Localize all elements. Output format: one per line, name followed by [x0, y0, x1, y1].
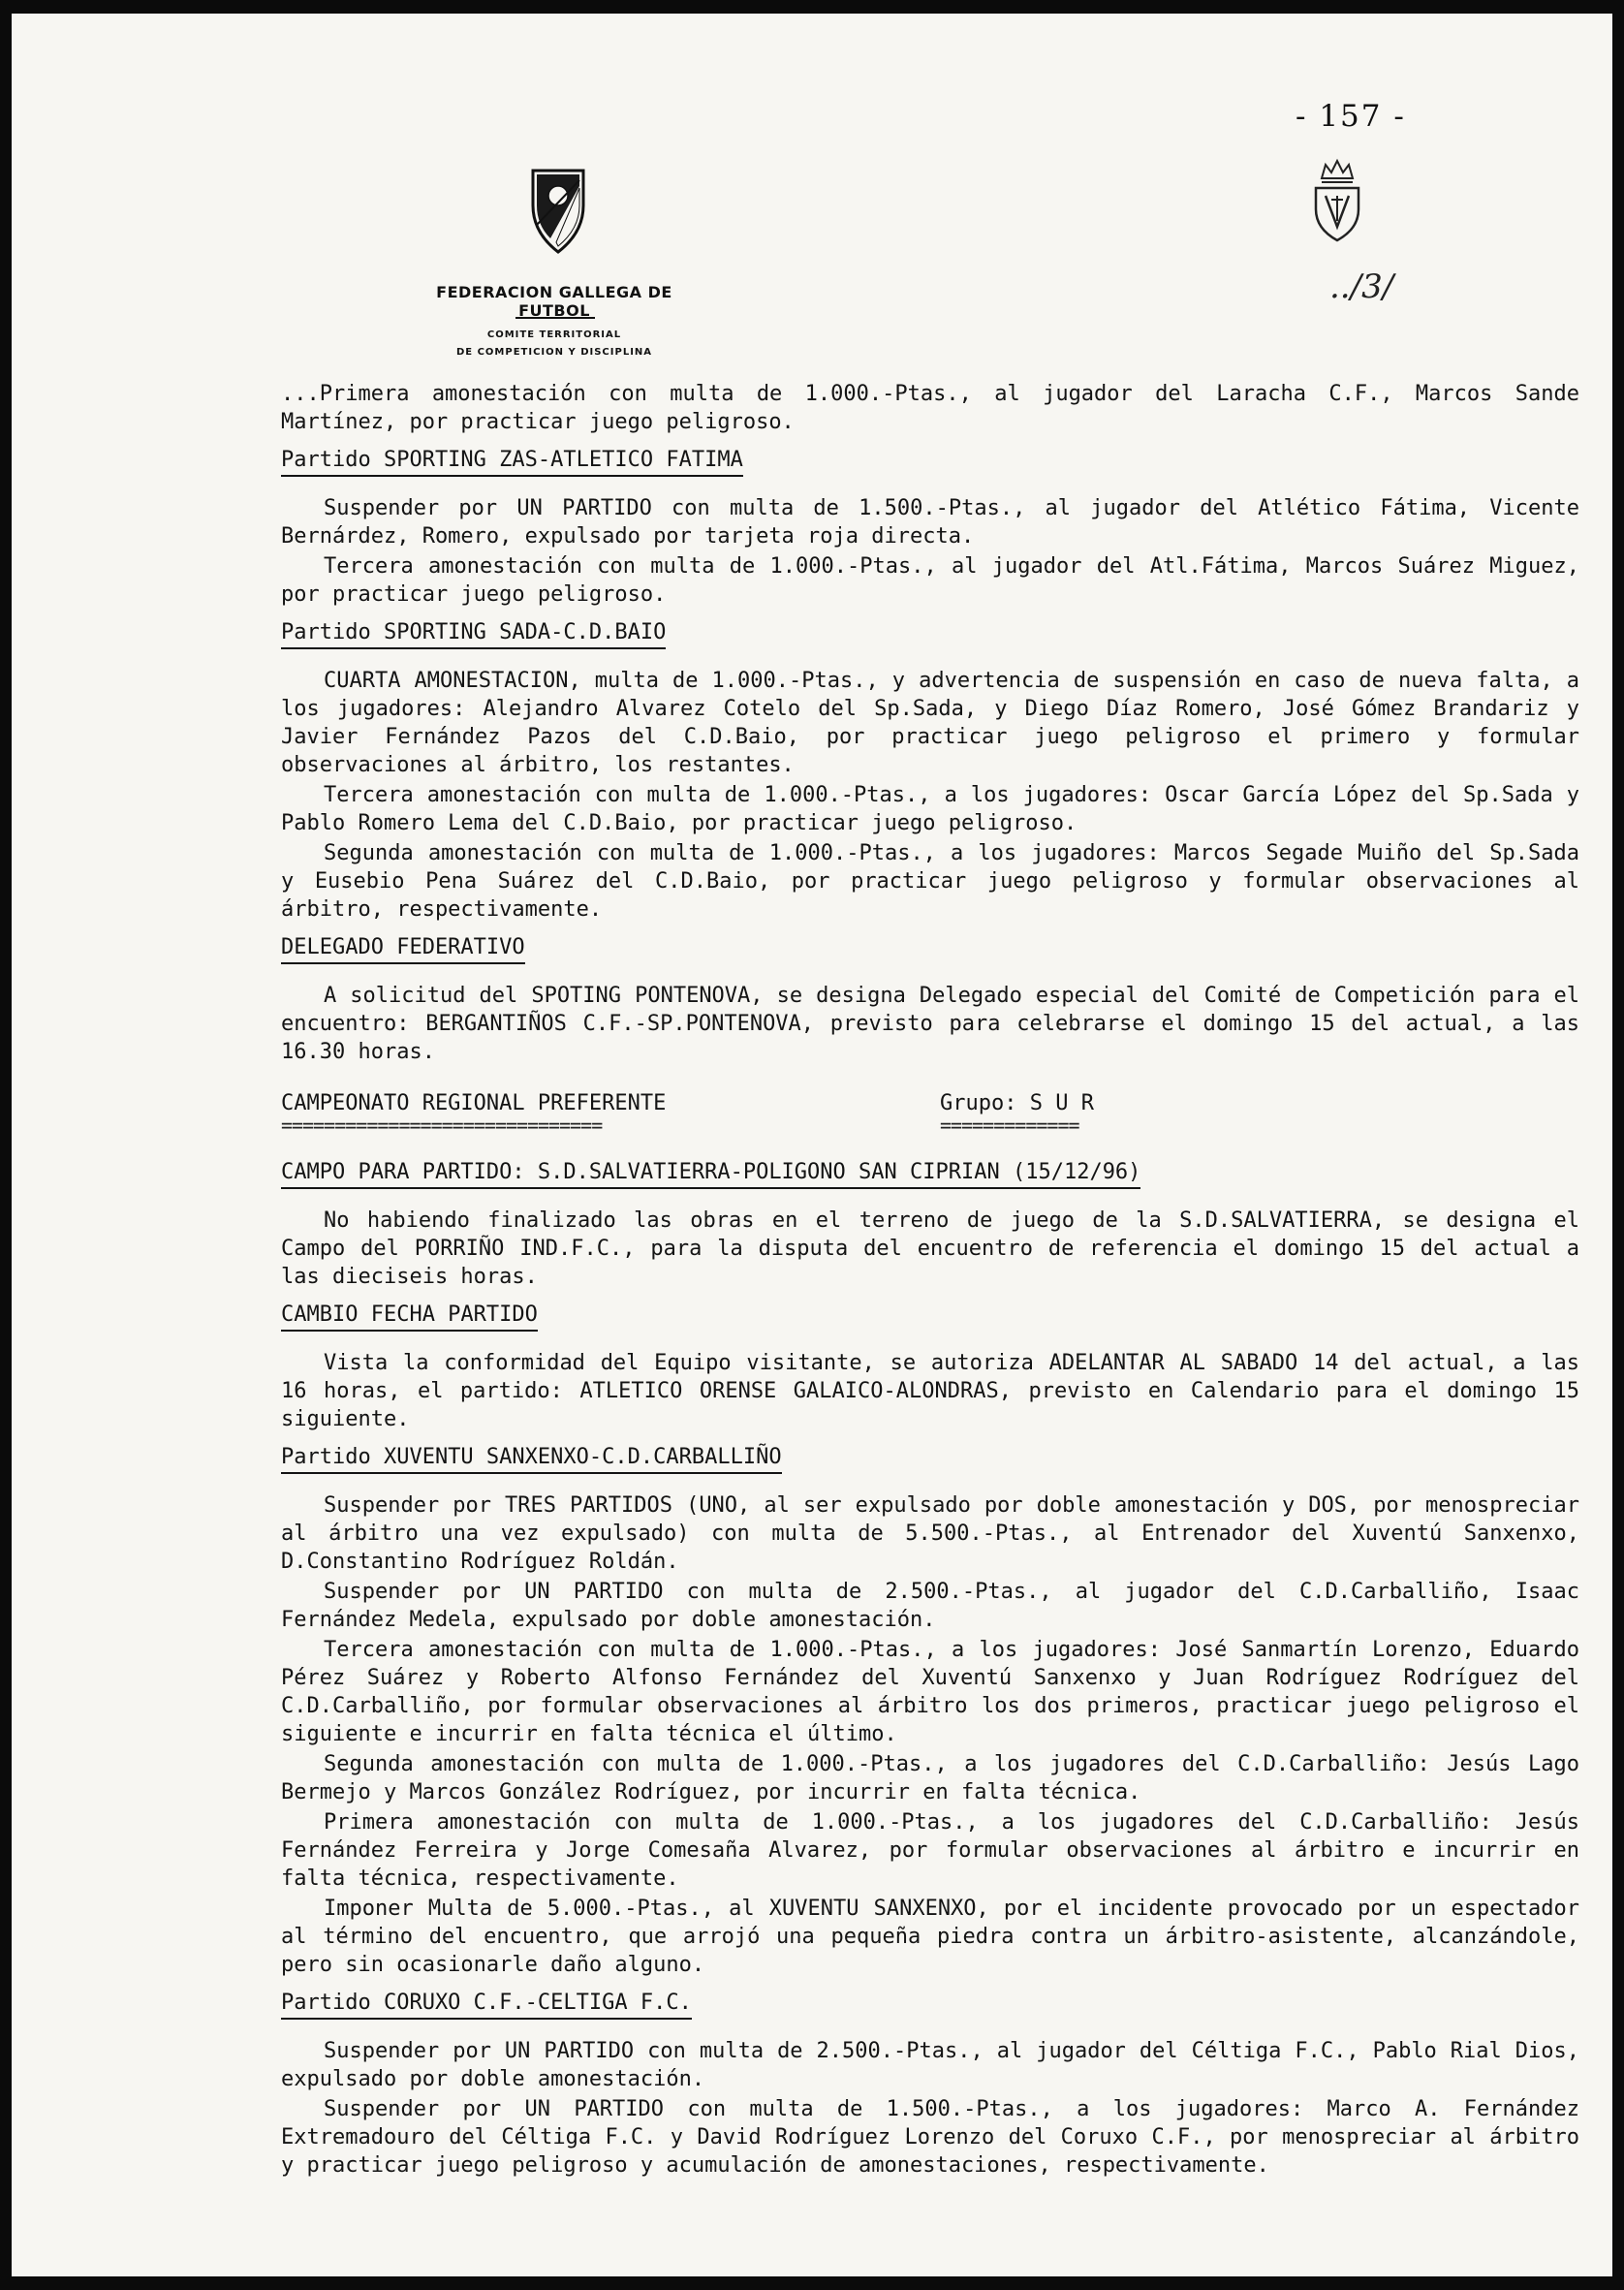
federation-rule: [515, 317, 595, 319]
paragraph: Suspender por UN PARTIDO con multa de 2.500.-Ptas., al jugador del C.D.Carballiño, Isaac Fernández Medela, expulsado por doble amonestación.: [281, 1580, 1579, 1632]
section-heading: Partido CORUXO C.F.-CELTIGA F.C.: [281, 1989, 692, 2020]
document-body: [281, 380, 1579, 2181]
group-underline: =============: [940, 1114, 1079, 1137]
paragraph: Segunda amonestación con multa de 1.000.-Ptas., a los jugadores del C.D.Carballiño: Jesús Lago Bermejo y Marcos González Rodríguez, por incurrir en falta técnica.: [281, 1752, 1579, 1804]
paragraph: Suspender por UN PARTIDO con multa de 1.500.-Ptas., al jugador del Atlético Fátima, Vicente Bernárdez, Romero, expulsado por tarjeta roja directa.: [281, 496, 1579, 549]
paragraph: Tercera amonestación con multa de 1.000.-Ptas., al jugador del Atl.Fátima, Marcos Suárez Miguez, por practicar juego peligroso.: [281, 554, 1579, 607]
section-heading: Partido SPORTING ZAS-ATLETICO FATIMA: [281, 446, 743, 477]
paragraph: Tercera amonestación con multa de 1.000.-Ptas., a los jugadores: José Sanmartín Lorenzo, Eduardo Pérez Suárez y Roberto Alfonso Fernández del Xuventú Sanxenxo y Juan Rodríguez Rodríguez del C.D.Carballiño, por formular observaciones al árbitro los dos primeros, practicar juego peligroso el siguiente e incurrir en falta técnica el último.: [281, 1638, 1579, 1746]
section-heading: Partido SPORTING SADA-C.D.BAIO: [281, 618, 666, 649]
handwritten-mark: ../3/: [1329, 267, 1394, 306]
paragraph: Vista la conformidad del Equipo visitante, se autoriza ADELANTAR AL SABADO 14 del actual, a las 16 horas, el partido: ATLETICO ORENSE GALAICO-ALONDRAS, previsto en Calendario para el domingo 15 siguiente.: [281, 1351, 1579, 1431]
championship-underline: ==============================: [281, 1114, 603, 1137]
paragraph: No habiendo finalizado las obras en el terreno de juego de la S.D.SALVATIERRA, se designa el Campo del PORRIÑO IND.F.C., para la disputa del encuentro de referencia el domingo 15 del actual a las dieciseis horas.: [281, 1208, 1579, 1289]
committee-line-1: COMITE TERRITORIAL: [486, 329, 622, 340]
section-heading: CAMBIO FECHA PARTIDO: [281, 1301, 538, 1332]
paragraph: Tercera amonestación con multa de 1.000.-Ptas., a los jugadores: Oscar García López del Sp.Sada y Pablo Romero Lema del C.D.Baio, por practicar juego peligroso.: [281, 783, 1579, 835]
championship-header: [281, 1089, 1579, 1137]
paragraph: Suspender por UN PARTIDO con multa de 2.500.-Ptas., al jugador del Céltiga F.C., Pablo Rial Dios, expulsado por doble amonestación.: [281, 2039, 1579, 2091]
paragraph: ...Primera amonestación con multa de 1.000.-Ptas., al jugador del Laracha C.F., Marcos Sande Martínez, por practicar juego peligroso.: [281, 382, 1579, 434]
paragraph: Suspender por UN PARTIDO con multa de 1.500.-Ptas., a los jugadores: Marco A. Fernández Extremadouro del Céltiga F.C. y David Rodríguez Lorenzo del Coruxo C.F., por menospreciar al árbitro y practicar juego peligroso y acumulación de amonestaciones, respectivamente.: [281, 2097, 1579, 2178]
page-number: - 157 -: [1296, 99, 1406, 134]
federation-name: FEDERACION GALLEGA DE FUTBOL: [436, 283, 672, 320]
group-title: Grupo: S U R: [940, 1091, 1094, 1115]
section-heading: DELEGADO FEDERATIVO: [281, 933, 525, 964]
crown-emblem-logo: [1308, 157, 1366, 254]
section-heading: Partido XUVENTU SANXENXO-C.D.CARBALLIÑO: [281, 1443, 782, 1474]
federation-shield-logo: [529, 167, 587, 260]
paragraph: CUARTA AMONESTACION, multa de 1.000.-Ptas., y advertencia de suspensión en caso de nueva falta, a los jugadores: Alejandro Alvarez Cotelo del Sp.Sada, y Diego Díaz Romero, José Gómez Brandariz y Javier Fernández Pazos del C.D.Baio, por practicar juego peligroso el primero y formular observaciones al árbitro, los restantes.: [281, 669, 1579, 777]
paragraph: A solicitud del SPOTING PONTENOVA, se designa Delegado especial del Comité de Competición para el encuentro: BERGANTIÑOS C.F.-SP.PONTENOVA, previsto para celebrarse el domingo 15 del actual, a las 16.30 horas.: [281, 984, 1579, 1064]
committee-line-2: DE COMPETICION Y DISCIPLINA: [455, 347, 653, 358]
paragraph: Segunda amonestación con multa de 1.000.-Ptas., a los jugadores: Marcos Segade Muiño del Sp.Sada y Eusebio Pena Suárez del C.D.Baio, por practicar juego peligroso y formular observaciones al árbitro, respectivamente.: [281, 841, 1579, 922]
document-page: [12, 14, 1612, 2276]
paragraph: Imponer Multa de 5.000.-Ptas., al XUVENTU SANXENXO, por el incidente provocado por un espectador al término del encuentro, que arrojó una pequeña piedra contra un árbitro-asistente, alcanzándole, pero sin ocasionarle daño alguno.: [281, 1897, 1579, 1977]
paragraph: Primera amonestación con multa de 1.000.-Ptas., a los jugadores del C.D.Carballiño: Jesús Fernández Ferreira y Jorge Comesaña Alvarez, por formular observaciones al árbitro e incurrir en falta técnica, respectivamente.: [281, 1810, 1579, 1891]
section-heading: CAMPO PARA PARTIDO: S.D.SALVATIERRA-POLIGONO SAN CIPRIAN (15/12/96): [281, 1158, 1140, 1189]
championship-title: CAMPEONATO REGIONAL PREFERENTE: [281, 1091, 667, 1115]
paragraph: Suspender por TRES PARTIDOS (UNO, al ser expulsado por doble amonestación y DOS, por menospreciar al árbitro una vez expulsado) con multa de 5.500.-Ptas., al Entrenador del Xuventú Sanxenxo, D.Constantino Rodríguez Roldán.: [281, 1493, 1579, 1574]
